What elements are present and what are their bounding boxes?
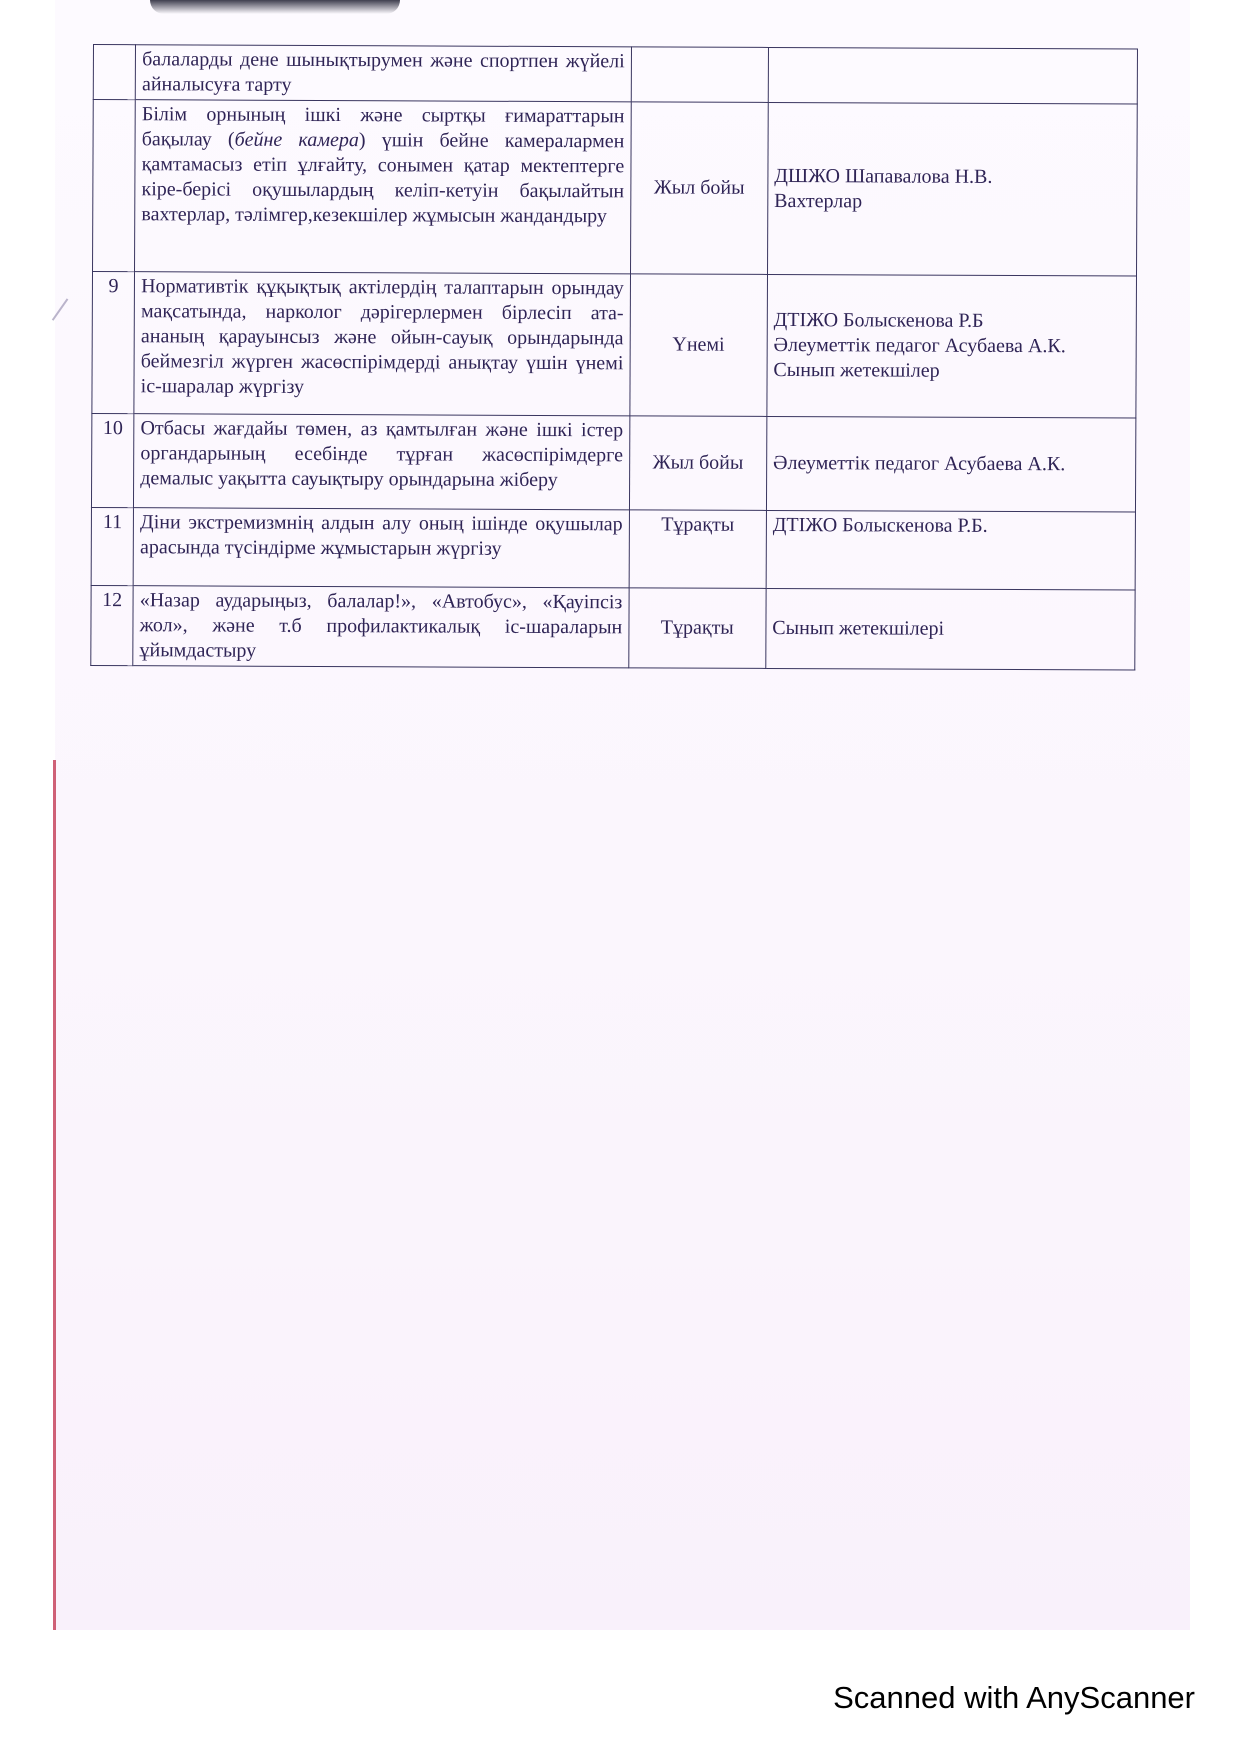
event-text: Білім орнының ішкі және сыртқы ғимараттарын бақылау ( [141, 103, 625, 151]
table-row [91, 413, 1135, 512]
row-responsible [767, 274, 1137, 418]
row-responsible [768, 47, 1137, 104]
responsible-person: Әлеуметтік педагог Асубаева А.К. [773, 333, 1066, 358]
row-event [135, 100, 631, 274]
table-row [91, 507, 1135, 590]
row-responsible [766, 510, 1135, 590]
event-text: ) үшін бейне камералармен қамтамасыз етіп ұлғайту, сонымен қатар мектептерге кіре-берісі оқушылардың келіп-кетуін бақылайтын вахтерлар, тәлімгер,кезекшілер жұмысын жандандыру [141, 129, 625, 228]
responsible-person: Әлеуметтік педагог Асубаева А.К. [773, 451, 1066, 476]
row-event: Отбасы жағдайы төмен, аз қамтылған және ішкі істер органдарының есебінде тұрған жасөспірімдерге демалыс уақытта сауықтыру орындарына жіберу [134, 414, 630, 510]
responsible-person: ДТІЖО Болыскенова Р.Б [773, 308, 984, 332]
table-row [91, 585, 1135, 670]
row-term: Тұрақты [629, 510, 766, 589]
row-number [93, 45, 135, 100]
row-term: Жыл бойы [630, 102, 768, 275]
row-term: Тұрақты [629, 588, 766, 669]
scan-shadow [150, 0, 400, 14]
row-term [631, 47, 768, 103]
row-event: «Назар аударыңыз, балалар!», «Автобус», «Қауіпсіз жол», және т.б профилактикалық іс-шараларын ұйымдастыру [133, 586, 629, 668]
row-event: балаларды дене шынықтырумен және спортпен жүйелі айналысуға тарту [135, 45, 631, 102]
row-number: 10 [91, 413, 134, 507]
plan-table [90, 44, 1138, 671]
row-responsible [766, 588, 1135, 670]
row-number: 11 [91, 507, 134, 585]
row-term: Үнемі [630, 274, 768, 417]
row-responsible [766, 416, 1136, 512]
table-row [93, 45, 1137, 105]
responsible-person: Сынып жетекшілер [773, 358, 940, 382]
row-responsible [767, 102, 1137, 276]
responsible-person: ДТІЖО Болыскенова Р.Б. [772, 513, 988, 537]
responsible-person: Сынып жетекшілері [772, 616, 945, 640]
row-event: Нормативтік құқықтық актілердің талаптарын орындау мақсатында, нарколог дәрігерлермен бірлесіп ата-ананың қарауынсыз және ойын-сауық орындарында беймезгіл жүрген жасөспірімдерді анықтау үшін үнемі іс-шаралар жүргізу [134, 272, 630, 416]
responsible-person: Вахтерлар [774, 189, 863, 212]
row-number: 9 [92, 272, 135, 414]
row-event: Діни экстремизмнің алдын алу оның ішінде оқушылар арасында түсіндірме жұмыстарын жүргізу [133, 508, 629, 588]
row-number: 12 [91, 585, 134, 665]
page-edge [53, 760, 56, 1630]
responsible-person: ДШЖО Шапавалова Н.В. [774, 164, 993, 188]
table-row [93, 100, 1138, 277]
table-row [92, 272, 1137, 419]
row-number [93, 100, 136, 272]
scanner-watermark: Scanned with AnyScanner [833, 1680, 1195, 1715]
event-emphasis: бейне камера [234, 128, 360, 152]
row-term: Жыл бойы [629, 416, 766, 511]
